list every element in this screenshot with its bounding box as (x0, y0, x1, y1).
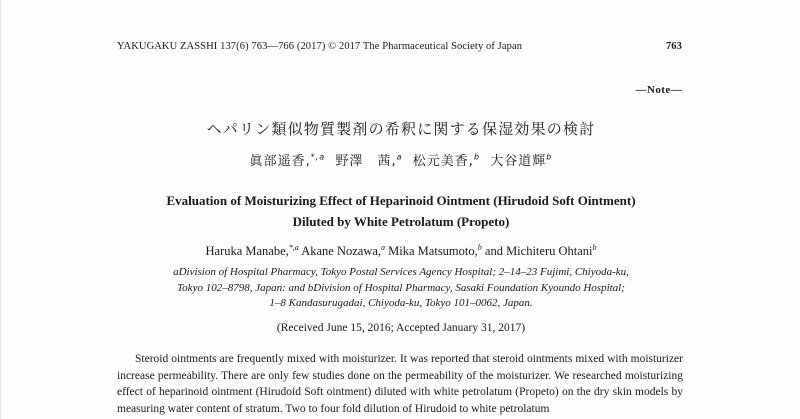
en-author-marks: a (381, 243, 386, 252)
english-title-line: Diluted by White Petrolatum (Propeto) (292, 214, 510, 229)
en-author-name: Haruka Manabe, (205, 244, 289, 259)
en-author-name: and Michiteru Ohtani (484, 244, 593, 259)
received-dates: (Received June 15, 2016; Accepted January 31, 2017) (276, 322, 526, 334)
affiliation-line: aDivision of Hospital Pharmacy, Tokyo Postal Services Agency Hospital; 2–14–23 Fujimi, Chiyoda-ku, (173, 266, 629, 278)
page-number: 763 (665, 41, 682, 52)
japanese-authors (1, 150, 800, 169)
jp-author-marks: b (546, 152, 553, 162)
english-title-line: Evaluation of Moisturizing Effect of Heparinoid Ointment (Hirudoid Soft Ointment) (166, 193, 636, 208)
jp-author-marks: a (396, 152, 403, 162)
en-author-marks: *,a (288, 243, 299, 252)
en-author-name: Mika Matsumoto, (388, 244, 478, 259)
affiliation-line: 1–8 Kandasurugadai, Chiyoda-ku, Tokyo 101–0062, Japan. (269, 297, 533, 309)
jp-author-marks: b (473, 152, 481, 162)
en-author-name: Akane Nozawa, (301, 244, 382, 259)
article-type-label: —Note— (635, 84, 682, 96)
jp-author-name: 眞部遥香, (249, 154, 311, 169)
jp-author-name: 大谷道輝 (490, 154, 547, 169)
affiliation-line: Tokyo 102–8798, Japan: and bDivision of Hospital Pharmacy, Sasaki Foundation Kyoundo Hospital; (177, 281, 625, 294)
jp-author-marks: *,a (310, 152, 326, 162)
jp-author-name: 野澤 茜, (335, 154, 397, 169)
en-author-marks: b (592, 243, 597, 252)
jp-author-name: 松元美香, (412, 154, 474, 169)
japanese-title: ヘパリン類似物質製剤の希釈に関する保湿効果の検討 (206, 120, 596, 138)
abstract-text: Steroid ointments are frequently mixed with moisturizer. It was reported that steroid ointments mixed with moisturizer increase permeability. There are only few studies done on the permeability of the moisturizer. We researched moisturizing effect of heparinoid ointment (Hirudoid Soft ointment) diluted with white petrolatum (Propeto) on the dry skin models by measuring water content of stratum. Two to four fold dilution of Hirudoid to white petrolatum (117, 353, 683, 415)
en-author-marks: b (477, 243, 482, 252)
affiliations (1, 265, 800, 312)
running-header (117, 41, 682, 52)
english-authors (1, 243, 800, 259)
journal-citation: YAKUGAKU ZASSHI 137(6) 763—766 (2017) © 2017 The Pharmaceutical Society of Japan (117, 41, 523, 52)
english-title (1, 190, 800, 232)
